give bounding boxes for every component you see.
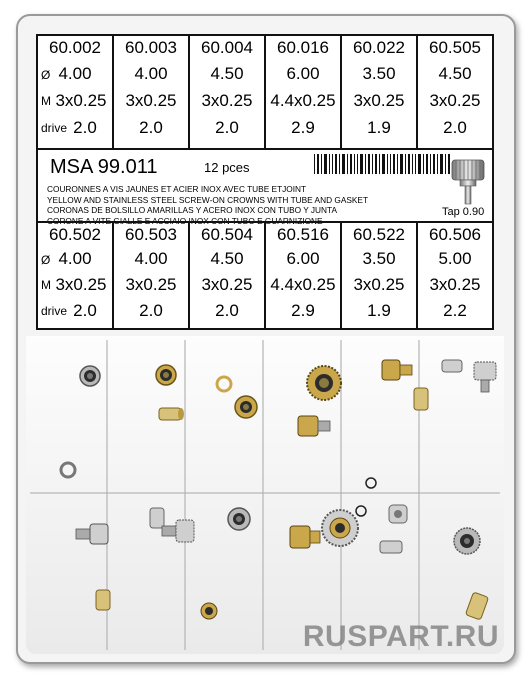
tray-divider [184, 340, 186, 650]
diameter-value: 4.00 [58, 64, 92, 83]
tube-part-icon [464, 592, 490, 620]
thread-prefix: M [41, 278, 51, 292]
spec-cell [190, 36, 266, 148]
tube-part-icon [157, 404, 185, 424]
barcode-icon [314, 154, 450, 174]
thread-value: 4.4x0.25 [270, 91, 336, 110]
spec-cell [266, 36, 342, 148]
description-block [47, 184, 368, 226]
description-it: CORONE A VITE GIALLE E ACCIAIO INOX CON TUBO E GUARNIZIONE [47, 215, 323, 226]
drive-prefix: drive [41, 121, 68, 135]
crown-side-part-icon [288, 522, 322, 552]
spec-cell [38, 36, 114, 148]
drive-prefix: drive [41, 304, 68, 318]
diameter-value: 3.50 [362, 64, 396, 83]
watermark-text: RUSPART.RU [302, 620, 499, 653]
crown-part-icon [233, 394, 259, 420]
tray-divider [262, 340, 264, 650]
gasket-part-icon [214, 374, 234, 394]
spec-cell [266, 223, 342, 330]
tube-part-icon [92, 588, 114, 612]
drive-value: 2.0 [215, 118, 239, 137]
thread-value: 3x0.25 [201, 275, 253, 294]
description-en: YELLOW AND STAINLESS STEEL SCREW-ON CROWNS WITH TUBE AND GASKET [47, 194, 369, 205]
drive-value: 2.2 [443, 301, 467, 320]
ref-number: 60.016 [277, 38, 329, 57]
parts-tray [26, 336, 504, 654]
thread-value: 3x0.25 [55, 91, 107, 110]
crown-part-icon [452, 526, 482, 556]
diameter-value: 4.50 [210, 64, 244, 83]
drive-value: 2.0 [73, 118, 97, 137]
crown-side-part-icon [74, 522, 110, 546]
thread-value: 3x0.25 [55, 275, 107, 294]
diameter-value: 5.00 [438, 249, 472, 268]
gasket-part-icon [58, 460, 78, 480]
tap-size: Tap 0.90 [442, 206, 485, 218]
tube-part-icon [378, 536, 408, 558]
drive-value: 2.9 [291, 118, 315, 137]
drive-value: 2.0 [139, 301, 163, 320]
crown-side-part-icon [296, 414, 332, 438]
diameter-value: 6.00 [286, 249, 320, 268]
drive-value: 1.9 [367, 301, 391, 320]
thread-value: 3x0.25 [125, 91, 177, 110]
diameter-value: 3.50 [362, 249, 396, 268]
diameter-prefix: Ø [41, 253, 51, 267]
tube-part-icon [386, 502, 410, 526]
ref-number: 60.506 [429, 225, 481, 244]
bottom-spec-grid [38, 221, 492, 330]
spec-cell [418, 223, 492, 330]
thread-value: 3x0.25 [353, 275, 405, 294]
ref-number: 60.516 [277, 225, 329, 244]
spec-cell [418, 36, 492, 148]
gasket-part-icon [198, 600, 220, 622]
description-fr: COURONNES A VIS JAUNES ET ACIER INOX AVEC TUBE ETJOINT [47, 184, 307, 194]
crown-part-icon [154, 363, 178, 387]
crown-part-icon [226, 506, 252, 532]
spec-cell [38, 223, 114, 330]
ref-number: 60.502 [49, 225, 101, 244]
spec-cell [190, 223, 266, 330]
ref-number: 60.522 [353, 225, 405, 244]
ref-number: 60.505 [429, 38, 481, 57]
crown-side-part-icon [470, 358, 500, 394]
ref-number: 60.022 [353, 38, 405, 57]
crown-part-icon [305, 364, 343, 402]
thread-value: 3x0.25 [429, 91, 481, 110]
diameter-value: 6.00 [286, 64, 320, 83]
thread-value: 3x0.25 [125, 275, 177, 294]
drive-value: 2.9 [291, 301, 315, 320]
spec-cell [342, 36, 418, 148]
tray-divider [30, 492, 500, 494]
spec-cell [342, 223, 418, 330]
diameter-value: 4.00 [58, 249, 92, 268]
drive-value: 2.0 [215, 301, 239, 320]
drive-value: 1.9 [367, 118, 391, 137]
drive-value: 2.0 [73, 301, 97, 320]
ref-number: 60.003 [125, 38, 177, 57]
thread-value: 3x0.25 [201, 91, 253, 110]
crown-part-icon [78, 364, 102, 388]
diameter-value: 4.00 [134, 249, 168, 268]
ref-number: 60.002 [49, 38, 101, 57]
spec-cell [114, 36, 190, 148]
thread-value: 3x0.25 [429, 275, 481, 294]
tube-part-icon [410, 386, 432, 412]
diameter-value: 4.50 [210, 249, 244, 268]
spec-cell [114, 223, 190, 330]
model-number: MSA 99.011 [50, 156, 158, 178]
description-es: CORONAS DE BOLSILLO AMARILLAS Y ACERO INOX CON TUBO Y JUNTA [47, 205, 338, 215]
crown-side-part-icon [380, 358, 416, 382]
ref-number: 60.504 [201, 225, 253, 244]
drive-value: 2.0 [443, 118, 467, 137]
label-middle [38, 148, 492, 226]
gasket-part-icon [364, 476, 378, 490]
storage-box [16, 14, 516, 664]
crown-part-icon [320, 508, 360, 548]
quantity: 12 pces [204, 160, 250, 175]
thread-value: 3x0.25 [353, 91, 405, 110]
diameter-value: 4.00 [134, 64, 168, 83]
tube-part-icon [440, 356, 466, 376]
top-spec-grid [38, 36, 492, 150]
label-card [36, 34, 494, 330]
ref-number: 60.004 [201, 38, 253, 57]
ref-number: 60.503 [125, 225, 177, 244]
thread-prefix: M [41, 94, 51, 108]
diameter-prefix: Ø [41, 68, 51, 82]
crown-icon [446, 156, 490, 206]
thread-value: 4.4x0.25 [270, 275, 336, 294]
diameter-value: 4.50 [438, 64, 472, 83]
crown-side-part-icon [160, 518, 196, 544]
drive-value: 2.0 [139, 118, 163, 137]
